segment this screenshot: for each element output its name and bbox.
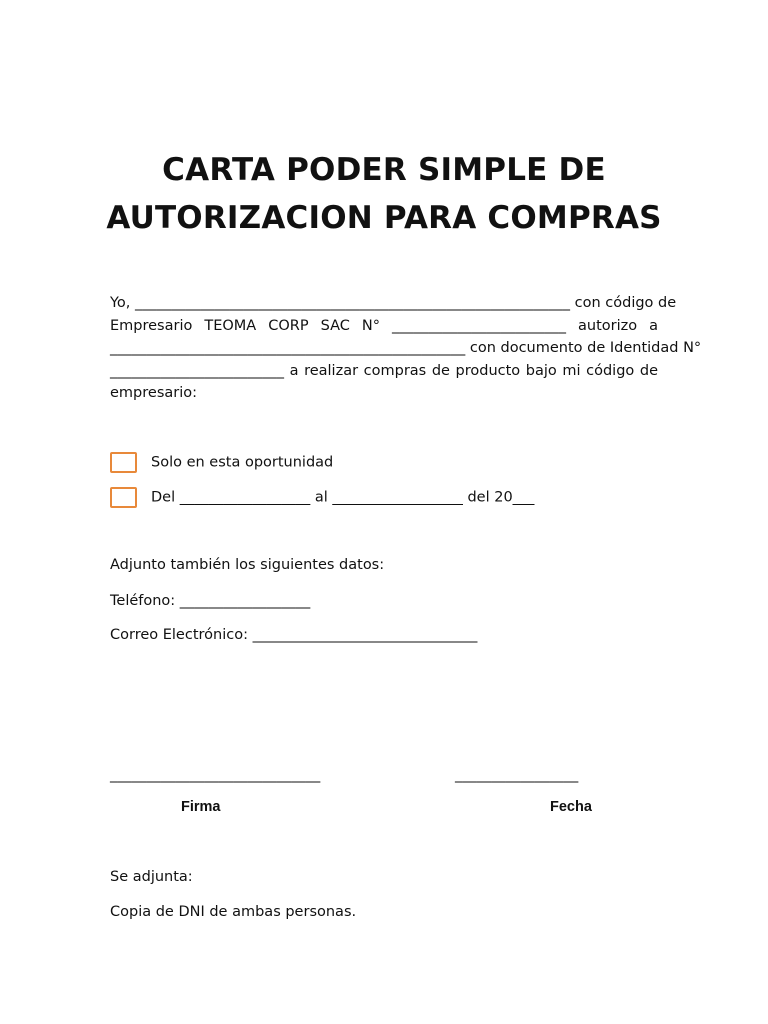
paragraph-line-5: empresario: xyxy=(110,385,197,401)
attachments-heading: Se adjunta: xyxy=(110,869,193,885)
document-title xyxy=(0,146,768,242)
title-line-2: AUTORIZACION PARA COMPRAS xyxy=(106,200,662,236)
date-range-label: Del __________________ al __________________ del 20___ xyxy=(151,489,535,506)
email-field: Correo Electrónico: _______________________________ xyxy=(110,627,478,643)
single-occasion-checkbox[interactable] xyxy=(110,452,137,473)
attachment-item: Copia de DNI de ambas personas. xyxy=(110,904,357,920)
additional-data-intro: Adjunto también los siguientes datos: xyxy=(110,557,385,573)
paragraph-line-3: _________________________________________________ con documento de Identidad N° xyxy=(110,340,702,356)
authorization-paragraph xyxy=(110,292,702,405)
phone-field: Teléfono: __________________ xyxy=(110,593,311,609)
option-single-occasion xyxy=(110,452,333,473)
signature-label: Firma xyxy=(181,799,221,815)
title-line-1: CARTA PODER SIMPLE DE xyxy=(162,152,606,188)
paragraph-line-4: ________________________ a realizar compras de producto bajo mi código de xyxy=(110,362,658,379)
single-occasion-label: Solo en esta oportunidad xyxy=(151,454,334,471)
signature-line: _____________________________ xyxy=(110,767,321,783)
date-line: _________________ xyxy=(455,767,579,783)
paragraph-line-1: Yo, ____________________________________________________________ con código de xyxy=(110,295,677,311)
option-date-range xyxy=(110,487,534,508)
date-label: Fecha xyxy=(550,799,592,815)
date-range-checkbox[interactable] xyxy=(110,487,137,508)
paragraph-line-2: Empresario TEOMA CORP SAC N° ________________________ autorizo a xyxy=(110,317,658,334)
